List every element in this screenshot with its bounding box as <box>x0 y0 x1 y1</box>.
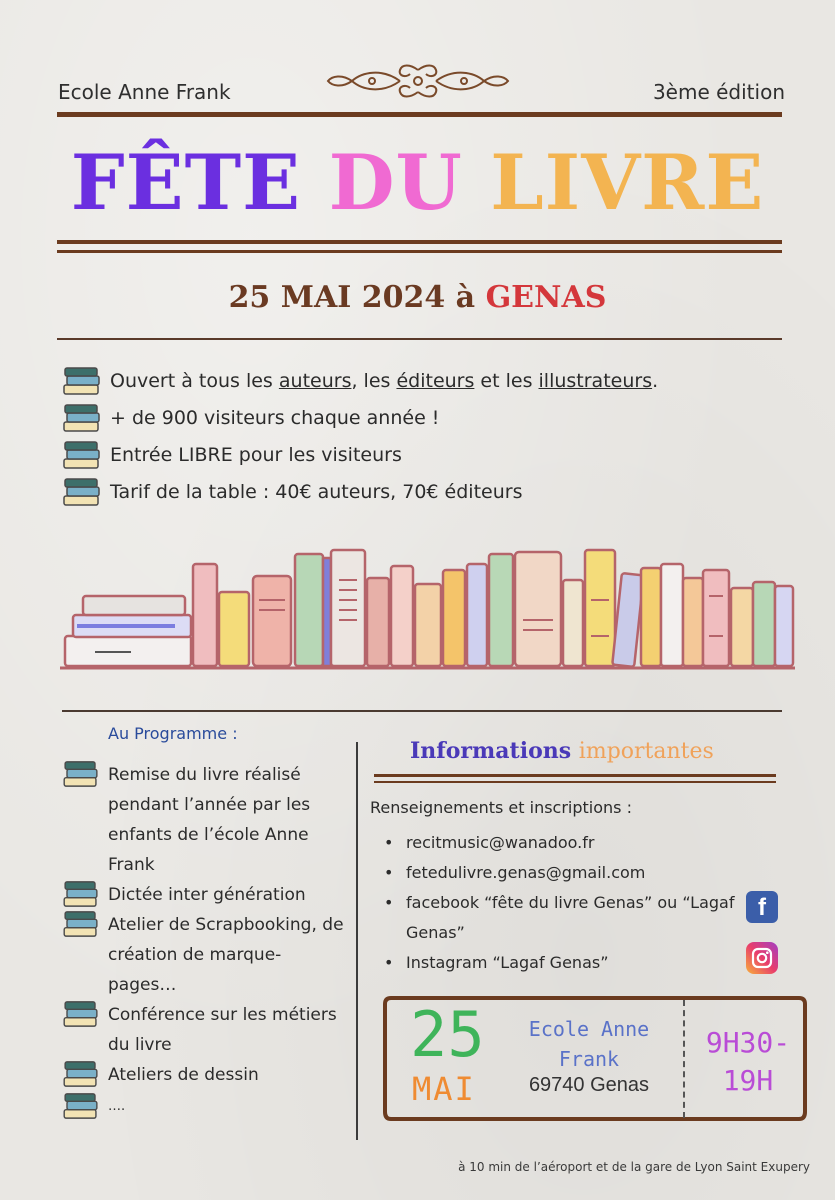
title-rule-2 <box>57 250 782 253</box>
info-rule-2 <box>374 781 776 783</box>
underlined-editeurs: éditeurs <box>396 369 475 392</box>
contact-instagram[interactable]: Instagram “Lagaf Genas” <box>406 953 609 972</box>
ticket-time <box>688 1024 808 1100</box>
programme-item <box>62 1092 347 1124</box>
bullet-dot: • <box>384 953 394 972</box>
title-rule-1 <box>57 240 782 244</box>
book-stack-icon <box>62 1000 100 1028</box>
programme-item <box>62 1000 347 1060</box>
highlight-text: + de 900 visiteurs chaque année ! <box>110 406 440 429</box>
programme-item-text: Dictée inter génération <box>108 885 306 905</box>
programme-item-text: Remise du livre réalisé pendant l’année par les enfants de l’école Anne Frank <box>108 765 311 875</box>
programme-item-text: Conférence sur les métiers du livre <box>108 1005 337 1055</box>
book-stack-icon <box>62 910 100 938</box>
highlight-text: Tarif de la table : 40€ auteurs, 70€ éditeurs <box>110 480 523 503</box>
ticket-zip: 69740 Genas <box>528 1074 650 1096</box>
title-word-livre: LIVRE <box>490 138 765 227</box>
highlight-item <box>62 362 822 399</box>
footer-note: à 10 min de l’aéroport et de la gare de Lyon Saint Exupery <box>458 1160 810 1174</box>
date-rule <box>57 338 782 340</box>
contact-item <box>384 948 744 978</box>
highlight-text <box>110 370 658 392</box>
ticket-place-line1: Ecole Anne <box>528 1017 650 1041</box>
facebook-icon[interactable]: f <box>746 891 778 923</box>
programme-item <box>62 1060 347 1092</box>
instagram-glyph <box>746 942 778 974</box>
contact-email[interactable]: fetedulivre.genas@gmail.com <box>406 863 646 882</box>
book-stack-icon <box>62 366 102 396</box>
highlight-text: Entrée LIBRE pour les visiteurs <box>110 443 402 466</box>
programme-item-text: …. <box>108 1099 126 1114</box>
book-stack-icon <box>62 440 102 470</box>
highlight-item <box>62 473 822 510</box>
event-date-text: 25 MAI 2024 à <box>228 280 476 315</box>
main-title <box>0 138 835 227</box>
event-city: GENAS <box>485 280 607 315</box>
info-title-a: Informations <box>410 738 572 764</box>
programme-item-text: Ateliers de dessin <box>108 1065 259 1085</box>
underlined-illustrateurs: illustrateurs <box>538 369 653 392</box>
text-part: , les <box>351 369 397 392</box>
top-rule <box>57 112 782 117</box>
contact-list <box>384 828 744 978</box>
instagram-icon[interactable] <box>746 942 778 974</box>
bookshelf-illustration <box>55 540 800 690</box>
programme-item <box>62 880 347 910</box>
info-rule-1 <box>374 774 776 777</box>
book-stack-icon <box>62 477 102 507</box>
ticket-place-line2: Frank <box>558 1047 620 1071</box>
book-stack-icon <box>62 403 102 433</box>
book-stack-icon <box>62 1060 100 1088</box>
contact-item <box>384 888 744 948</box>
text-part: et les <box>474 369 539 392</box>
text-part: Ouvert à tous les <box>110 369 279 392</box>
ticket-day: 25 <box>410 998 485 1071</box>
bullet-dot: • <box>384 863 394 882</box>
underlined-auteurs: auteurs <box>278 369 352 392</box>
contact-item <box>384 858 744 888</box>
highlight-item <box>62 436 822 473</box>
info-title-b: importantes <box>578 739 714 764</box>
contact-item <box>384 828 744 858</box>
programme-title: Au Programme : <box>108 724 238 743</box>
text-part: . <box>652 369 659 392</box>
highlight-item <box>62 399 822 436</box>
book-stack-icon <box>62 1092 100 1120</box>
info-title <box>410 738 714 764</box>
highlights-list <box>62 362 822 510</box>
ticket-time-end: 19H <box>722 1064 774 1097</box>
ticket-month: MAI <box>412 1070 476 1108</box>
title-word-fete: FÊTE <box>70 138 302 227</box>
title-word-du: DU <box>328 138 463 227</box>
column-divider <box>356 742 358 1140</box>
school-name: Ecole Anne Frank <box>58 80 231 104</box>
programme-item-text: Atelier de Scrapbooking, de création de marque-pages… <box>108 915 344 995</box>
ticket-place <box>505 1014 673 1074</box>
book-stack-icon <box>62 880 100 908</box>
ornament-icon <box>322 62 514 104</box>
bullet-dot: • <box>384 893 394 912</box>
ticket-divider <box>683 1000 685 1118</box>
bullet-dot: • <box>384 833 394 852</box>
contact-facebook[interactable]: facebook “fête du livre Genas” ou “Lagaf Genas” <box>406 893 735 942</box>
programme-list <box>62 760 347 1124</box>
contact-email[interactable]: recitmusic@wanadoo.fr <box>406 833 595 852</box>
programme-item <box>62 910 347 1000</box>
event-date <box>0 280 835 315</box>
programme-item <box>62 760 347 880</box>
book-stack-icon <box>62 760 100 788</box>
edition-label: 3ème édition <box>652 80 785 104</box>
info-subtitle: Renseignements et inscriptions : <box>370 798 632 817</box>
ticket-time-start: 9H30- <box>705 1026 791 1059</box>
section-rule <box>62 710 782 712</box>
